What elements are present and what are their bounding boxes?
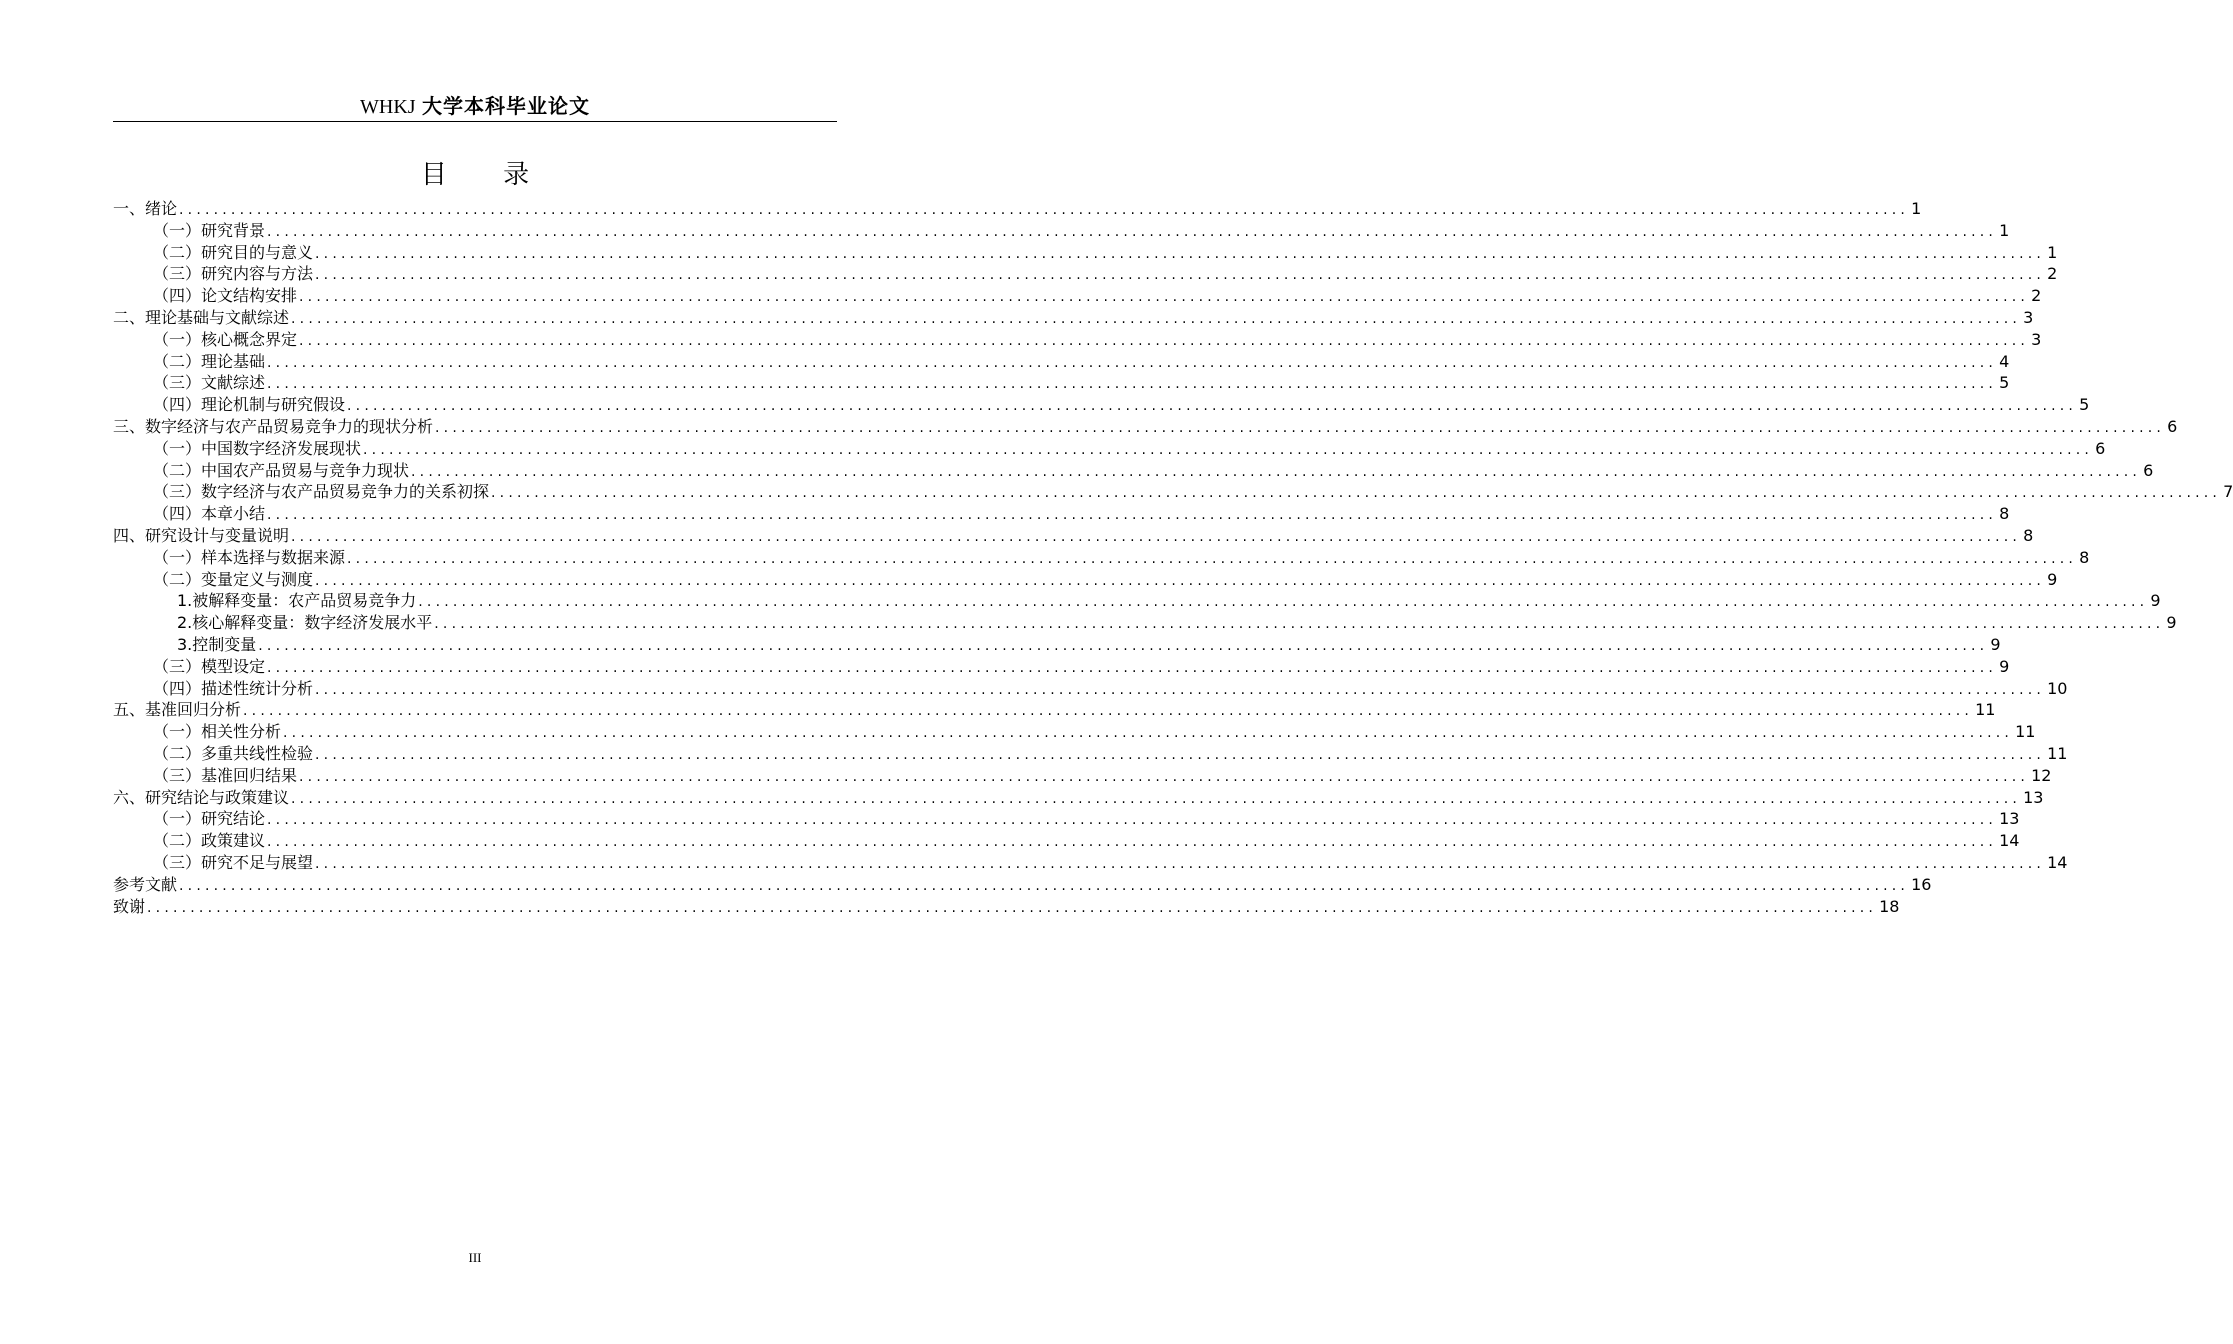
toc-entry[interactable] bbox=[113, 198, 1922, 220]
toc-entry-page: 1 bbox=[1999, 220, 2010, 240]
toc-entry-page: 5 bbox=[2079, 395, 2090, 415]
toc-entry-page: 1 bbox=[1911, 199, 1922, 218]
toc-entry-title: 致谢 bbox=[113, 896, 146, 916]
toc-entry-title: （三）研究不足与展望 bbox=[153, 852, 314, 872]
toc-entry[interactable] bbox=[113, 612, 2177, 634]
toc-entry-page: 8 bbox=[2023, 525, 2034, 545]
toc-entry[interactable] bbox=[113, 569, 2058, 591]
toc-entry-page: 11 bbox=[1975, 700, 1996, 720]
toc-entry-title: （四）本章小结 bbox=[153, 504, 266, 524]
dot-leader: ........................................................................................................................................................................................................ bbox=[283, 725, 2014, 742]
toc-entry-page: 9 bbox=[2150, 591, 2161, 611]
dot-leader: ........................................................................................................................................................................................................ bbox=[147, 899, 1878, 916]
toc-entry[interactable] bbox=[113, 503, 2010, 525]
toc-entry-page: 9 bbox=[1999, 656, 2010, 676]
toc-entry-title: （一）样本选择与数据来源 bbox=[153, 547, 346, 567]
toc-entry[interactable] bbox=[113, 590, 2161, 612]
toc-entry-title: （二）理论基础 bbox=[153, 351, 266, 371]
toc-entry[interactable] bbox=[113, 285, 2042, 307]
toc-entry-title: （一）中国数字经济发展现状 bbox=[153, 438, 362, 458]
toc-entry-page: 5 bbox=[1999, 373, 2010, 393]
toc-entry-title: （一）相关性分析 bbox=[153, 722, 282, 742]
toc-entry-title: 2.核心解释变量：数字经济发展水平 bbox=[177, 613, 433, 633]
dot-leader: ........................................................................................................................................................................................................ bbox=[243, 703, 1974, 720]
toc-entry-title: （一）核心概念界定 bbox=[153, 329, 298, 349]
dot-leader: ........................................................................................................................................................................................................ bbox=[315, 681, 2046, 698]
toc-entry[interactable] bbox=[113, 525, 2034, 547]
toc-entry-title: 六、研究结论与政策建议 bbox=[113, 787, 290, 807]
toc-list bbox=[113, 198, 2233, 917]
toc-entry-title: 四、研究设计与变量说明 bbox=[113, 525, 290, 545]
toc-entry-page: 14 bbox=[1999, 831, 2020, 851]
dot-leader: ........................................................................................................................................................................................................ bbox=[491, 485, 2222, 502]
toc-entry-title: （三）数字经济与农产品贸易竞争力的关系初探 bbox=[153, 482, 490, 502]
dot-leader: ........................................................................................................................................................................................................ bbox=[347, 398, 2078, 415]
dot-leader: ........................................................................................................................................................................................................ bbox=[434, 616, 2165, 633]
toc-entry-title: （二）变量定义与测度 bbox=[153, 569, 314, 589]
toc-entry-title: （二）研究目的与意义 bbox=[153, 242, 314, 262]
toc-entry-title: 五、基准回归分析 bbox=[113, 700, 242, 720]
toc-entry-title: （四）理论机制与研究假设 bbox=[153, 395, 346, 415]
dot-leader: ........................................................................................................................................................................................................ bbox=[267, 834, 1998, 851]
toc-entry-page: 10 bbox=[2047, 678, 2068, 698]
toc-entry-page: 2 bbox=[2031, 286, 2042, 306]
toc-entry-page: 13 bbox=[1999, 809, 2020, 829]
toc-entry[interactable] bbox=[113, 852, 2068, 874]
toc-entry-page: 12 bbox=[2031, 765, 2052, 785]
toc-entry-title: （一）研究结论 bbox=[153, 809, 266, 829]
toc-entry-title: （二）政策建议 bbox=[153, 831, 266, 851]
toc-entry-page: 3 bbox=[2023, 307, 2034, 327]
dot-leader: ........................................................................................................................................................................................................ bbox=[267, 659, 1998, 676]
thesis-label: 大学本科毕业论文 bbox=[421, 94, 590, 118]
toc-entry-page: 16 bbox=[1911, 874, 1932, 894]
toc-entry-title: 一、绪论 bbox=[113, 199, 178, 218]
toc-entry-page: 18 bbox=[1879, 896, 1900, 916]
toc-entry[interactable] bbox=[113, 765, 2052, 787]
toc-entry[interactable] bbox=[113, 721, 2036, 743]
toc-entry-title: （三）文献综述 bbox=[153, 373, 266, 393]
toc-entry[interactable] bbox=[113, 830, 2020, 852]
dot-leader: ........................................................................................................................................................................................................ bbox=[418, 594, 2149, 611]
toc-entry-page: 1 bbox=[2047, 242, 2058, 262]
toc-entry-title: 3.控制变量 bbox=[177, 634, 257, 654]
toc-entry-title: 1.被解释变量：农产品贸易竞争力 bbox=[177, 591, 417, 611]
toc-entry[interactable] bbox=[113, 896, 1900, 918]
toc-entry-page: 9 bbox=[2047, 569, 2058, 589]
toc-entry[interactable] bbox=[113, 656, 2010, 678]
dot-leader: ........................................................................................................................................................................................................ bbox=[363, 441, 2094, 458]
dot-leader: ........................................................................................................................................................................................................ bbox=[315, 267, 2046, 284]
toc-entry-title: （四）描述性统计分析 bbox=[153, 678, 314, 698]
toc-entry[interactable] bbox=[113, 547, 2090, 569]
toc-entry-page: 2 bbox=[2047, 264, 2058, 284]
toc-entry-title: （四）论文结构安排 bbox=[153, 286, 298, 306]
toc-entry-page: 8 bbox=[1999, 504, 2010, 524]
dot-leader: ........................................................................................................................................................................................................ bbox=[267, 354, 1998, 371]
toc-entry[interactable] bbox=[113, 242, 2058, 264]
toc-entry-page: 13 bbox=[2023, 787, 2044, 807]
toc-entry-title: （二）多重共线性检验 bbox=[153, 743, 314, 763]
toc-entry-title: 二、理论基础与文献综述 bbox=[113, 307, 290, 327]
toc-entry[interactable] bbox=[113, 787, 2044, 809]
toc-entry-title: （一）研究背景 bbox=[153, 220, 266, 240]
toc-entry[interactable] bbox=[113, 808, 2020, 830]
dot-leader: ........................................................................................................................................................................................................ bbox=[267, 812, 1998, 829]
toc-entry[interactable] bbox=[113, 394, 2090, 416]
toc-entry[interactable] bbox=[113, 678, 2068, 700]
running-header bbox=[113, 92, 837, 121]
toc-entry[interactable] bbox=[113, 351, 2010, 373]
toc-entry[interactable] bbox=[113, 329, 2042, 351]
toc-entry-title: （三）基准回归结果 bbox=[153, 765, 298, 785]
toc-entry-page: 9 bbox=[1990, 634, 2001, 654]
toc-entry-page: 6 bbox=[2143, 460, 2154, 480]
toc-entry[interactable] bbox=[113, 263, 2058, 285]
dot-leader: ........................................................................................................................................................................................................ bbox=[258, 637, 1989, 654]
dot-leader: ........................................................................................................................................................................................................ bbox=[315, 245, 2046, 262]
toc-entry-page: 7 bbox=[2223, 482, 2233, 502]
toc-entry-page: 11 bbox=[2015, 722, 2036, 742]
toc-entry[interactable] bbox=[113, 416, 2178, 438]
toc-entry-page: 9 bbox=[2166, 613, 2177, 633]
dot-leader: ........................................................................................................................................................................................................ bbox=[291, 528, 2022, 545]
dot-leader: ........................................................................................................................................................................................................ bbox=[435, 419, 2166, 436]
dot-leader: ........................................................................................................................................................................................................ bbox=[267, 223, 1998, 240]
toc-entry-title: 三、数字经济与农产品贸易竞争力的现状分析 bbox=[113, 416, 434, 436]
dot-leader: ........................................................................................................................................................................................................ bbox=[315, 572, 2046, 589]
toc-entry-title: （三）研究内容与方法 bbox=[153, 264, 314, 284]
toc-entry[interactable] bbox=[113, 874, 1932, 896]
toc-entry[interactable] bbox=[113, 634, 2001, 656]
dot-leader: ........................................................................................................................................................................................................ bbox=[299, 768, 2030, 785]
toc-entry-page: 11 bbox=[2047, 743, 2068, 763]
toc-entry-page: 8 bbox=[2079, 547, 2090, 567]
toc-entry-title: （二）中国农产品贸易与竞争力现状 bbox=[153, 460, 410, 480]
dot-leader: ........................................................................................................................................................................................................ bbox=[291, 790, 2022, 807]
toc-entry-title: （三）模型设定 bbox=[153, 656, 266, 676]
dot-leader: ........................................................................................................................................................................................................ bbox=[299, 332, 2030, 349]
toc-entry[interactable] bbox=[113, 438, 2106, 460]
toc-entry-title: 参考文献 bbox=[113, 874, 178, 894]
dot-leader: ........................................................................................................................................................................................................ bbox=[179, 202, 1910, 218]
toc-title: 目 录 bbox=[420, 160, 554, 190]
dot-leader: ........................................................................................................................................................................................................ bbox=[315, 746, 2046, 763]
toc-entry[interactable] bbox=[113, 372, 2010, 394]
toc-entry[interactable] bbox=[113, 481, 2233, 503]
dot-leader: ........................................................................................................................................................................................................ bbox=[315, 855, 2046, 872]
dot-leader: ........................................................................................................................................................................................................ bbox=[267, 376, 1998, 393]
dot-leader: ........................................................................................................................................................................................................ bbox=[299, 289, 2030, 306]
school-code: WHKJ bbox=[360, 96, 416, 118]
toc-entry-page: 6 bbox=[2095, 438, 2106, 458]
toc-entry-page: 14 bbox=[2047, 852, 2068, 872]
toc-entry[interactable] bbox=[113, 307, 2034, 329]
toc-entry[interactable] bbox=[113, 743, 2068, 765]
toc-entry[interactable] bbox=[113, 460, 2154, 482]
toc-entry-page: 3 bbox=[2031, 329, 2042, 349]
page-number: III bbox=[468, 1250, 482, 1265]
dot-leader: ........................................................................................................................................................................................................ bbox=[347, 550, 2078, 567]
dot-leader: ........................................................................................................................................................................................................ bbox=[267, 507, 1998, 524]
header-rule bbox=[113, 121, 837, 122]
toc-entry-page: 6 bbox=[2167, 416, 2178, 436]
toc-entry[interactable] bbox=[113, 699, 1996, 721]
toc-entry[interactable] bbox=[113, 220, 2010, 242]
dot-leader: ........................................................................................................................................................................................................ bbox=[291, 310, 2022, 327]
toc-entry-page: 4 bbox=[1999, 351, 2010, 371]
dot-leader: ........................................................................................................................................................................................................ bbox=[179, 877, 1910, 894]
dot-leader: ........................................................................................................................................................................................................ bbox=[411, 463, 2142, 480]
